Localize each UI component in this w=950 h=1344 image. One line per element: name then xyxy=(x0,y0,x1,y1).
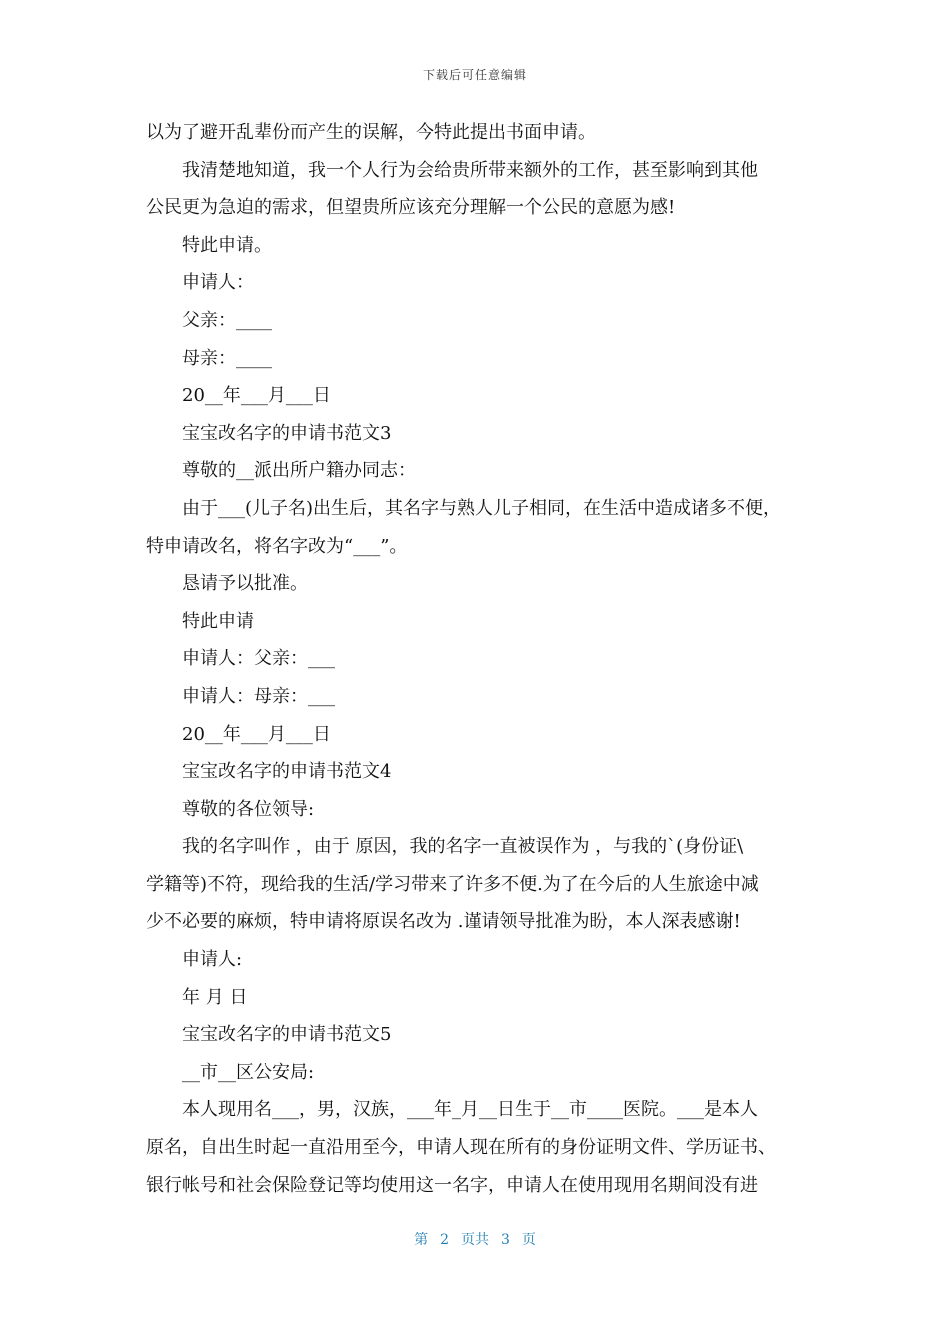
text-line: 少不必要的麻烦，特申请将原误名改为 .谨请领导批准为盼，本人深表感谢! xyxy=(146,911,741,933)
text-line: 银行帐号和社会保险登记等均使用这一名字，申请人在使用现用名期间没有进 xyxy=(146,1174,758,1196)
text-line: 尊敬的各位领导: xyxy=(182,798,315,820)
text-line: 我的名字叫作 ，由于 原因，我的名字一直被误作为 ，与我的`(身份证\ xyxy=(182,836,744,858)
footer-total-pages: 3 xyxy=(501,1232,510,1248)
footer-page-number: 2 xyxy=(440,1232,449,1248)
footer-label-ye: 页 xyxy=(521,1232,536,1248)
text-line: 以为了避开乱辈份而产生的误解，今特此提出书面申请。 xyxy=(146,122,596,143)
text-line: 申请人：母亲：___ xyxy=(182,685,335,707)
text-line: 申请人：父亲：___ xyxy=(182,648,335,670)
page-footer xyxy=(0,1229,950,1249)
text-line: 20__年___月___日 xyxy=(182,723,331,745)
text-line: 年 月 日 xyxy=(182,986,248,1008)
text-line: 特申请改名，将名字改为“___”。 xyxy=(146,535,408,557)
text-line: 20__年___月___日 xyxy=(182,385,331,407)
footer-label-di: 第 xyxy=(414,1232,429,1248)
text-line: 公民更为急迫的需求，但望贵所应该充分理解一个公民的意愿为感! xyxy=(146,197,676,219)
text-line: 特此申请 xyxy=(182,610,254,632)
text-line: __市__区公安局: xyxy=(182,1061,315,1083)
page-header: 下载后可任意编辑 xyxy=(422,68,527,82)
text-line: 尊敬的__派出所户籍办同志： xyxy=(182,460,416,482)
text-line: 宝宝改名字的申请书范文4 xyxy=(182,761,392,783)
text-line: 我清楚地知道，我一个人行为会给贵所带来额外的工作，甚至影响到其他 xyxy=(182,159,758,181)
text-line: 宝宝改名字的申请书范文5 xyxy=(182,1024,392,1046)
text-line: 由于___(儿子名)出生后，其名字与熟人儿子相同，在生活中造成诸多不便， xyxy=(182,497,782,519)
text-line: 母亲：____ xyxy=(182,347,272,369)
text-line: 恳请予以批准。 xyxy=(182,573,308,595)
text-line: 宝宝改名字的申请书范文3 xyxy=(182,422,392,444)
text-line: 特此申请。 xyxy=(182,234,272,256)
document-body xyxy=(146,114,818,1204)
text-line: 学籍等)不符，现给我的生活/学习带来了许多不便.为了在今后的人生旅途中减 xyxy=(146,873,759,895)
text-line: 父亲：____ xyxy=(182,309,272,331)
text-line: 申请人： xyxy=(182,272,254,294)
text-line: 原名，自出生时起一直沿用至今，申请人现在所有的身份证明文件、学历证书、 xyxy=(146,1137,776,1159)
text-line: 本人现用名___，男，汉族，___年_月__日生于__市____医院。___是本人 xyxy=(182,1099,758,1121)
footer-label-ye-gong: 页共 xyxy=(461,1232,489,1248)
text-line: 申请人: xyxy=(182,949,243,971)
